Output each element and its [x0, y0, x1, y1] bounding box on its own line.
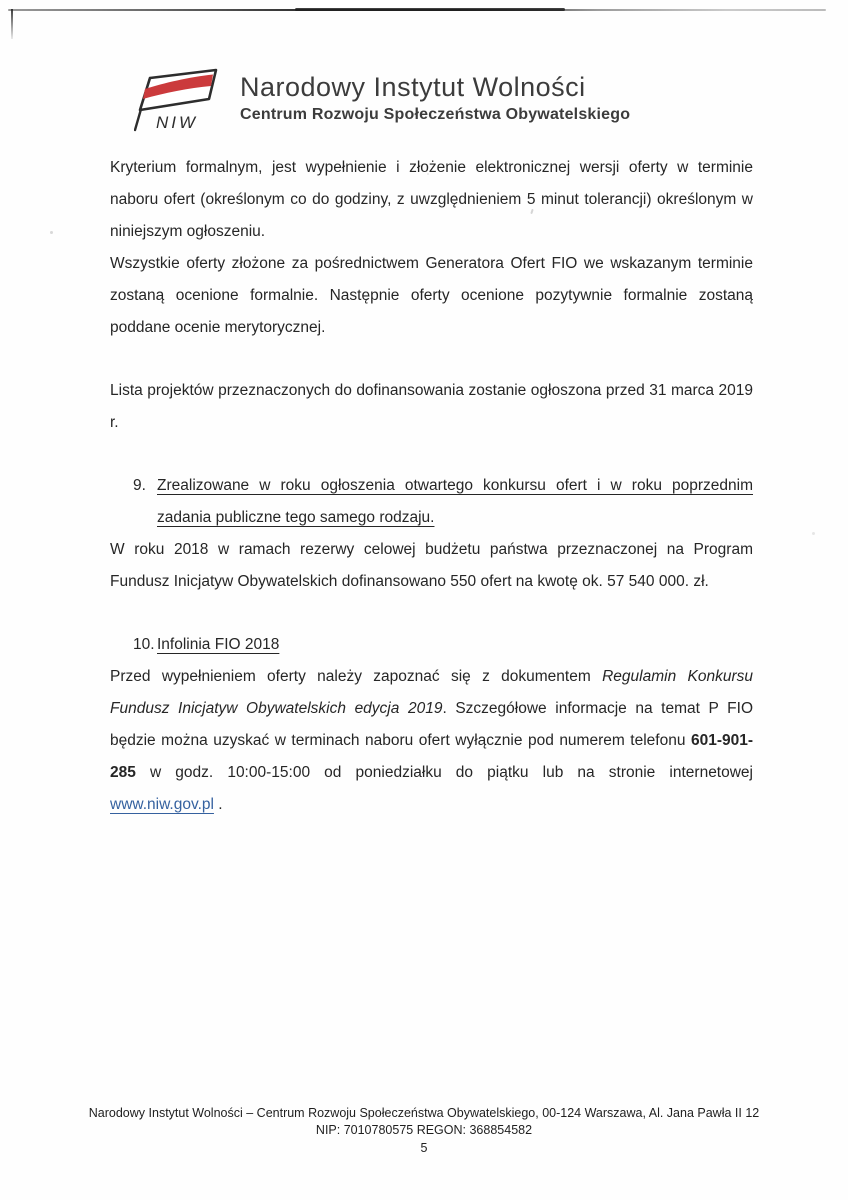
scan-edge-top-dark	[295, 8, 565, 11]
regulation-title-italic: Regulamin Konkursu Fundusz Inicjatyw Obywatelskich edycja 2019	[110, 668, 753, 717]
phone-number: 601-901-285	[110, 732, 753, 781]
infoline-text-2: . Szczegółowe informacje na temat P FIO będzie można uzyskać w terminach naboru ofert wyłącznie pod numerem telefonu	[110, 700, 753, 749]
scan-speck	[812, 532, 815, 535]
infoline-text-4: .	[213, 796, 223, 813]
section-9-heading: Zrealizowane w roku ogłoszenia otwartego konkursu ofert i w roku poprzednim zadania publiczne tego samego rodzaju.	[157, 477, 753, 526]
paragraph-infoline	[110, 661, 753, 821]
scan-speck	[50, 231, 53, 234]
footer-nip-regon: NIP: 7010780575 REGON: 368854582	[315, 1123, 533, 1137]
section-9-number: 9.	[133, 477, 146, 494]
document-footer	[0, 1105, 848, 1157]
letterhead	[134, 68, 630, 134]
infoline-text-3: w godz. 10:00-15:00 od poniedziałku do piątku lub na stronie internetowej	[135, 764, 753, 781]
paragraph-offers-evaluation: Wszystkie oferty złożone za pośrednictwem Generatora Ofert FIO we wskazanym terminie zostaną ocenione formalnie. Następnie oferty ocenione pozytywnie formalnie zostaną poddane ocenie merytorycznej.	[110, 255, 753, 336]
section-10-number: 10.	[133, 636, 155, 653]
section-10	[133, 629, 753, 661]
section-10-heading: Infolinia FIO 2018	[157, 636, 280, 653]
infoline-text-1: Przed wypełnieniem oferty należy zapoznać się z dokumentem	[110, 668, 603, 685]
niw-flag-logo-icon	[134, 68, 234, 134]
paragraph-results-list: Lista projektów przeznaczonych do dofinansowania zostanie ogłoszona przed 31 marca 2019 r.	[110, 382, 753, 431]
paragraph-formal-criterion: Kryterium formalnym, jest wypełnienie i złożenie elektronicznej wersji oferty w terminie naboru ofert (określonym co do godziny, z uwzględnieniem 5 minut tolerancji) określonym w niniejszym ogłoszeniu.	[110, 159, 753, 240]
niw-website-link[interactable]: www.niw.gov.pl	[110, 796, 214, 813]
niw-logo-text: NIW	[156, 113, 199, 132]
paragraph-2018-funding: W roku 2018 w ramach rezerwy celowej budżetu państwa przeznaczonej na Program Fundusz Inicjatyw Obywatelskich dofinansowano 550 ofert na kwotę ok. 57 540 000. zł.	[110, 541, 753, 590]
org-name: Narodowy Instytut Wolności	[240, 72, 586, 102]
footer-address: Narodowy Instytut Wolności – Centrum Rozwoju Społeczeństwa Obywatelskiego, 00-124 Warszawa, Al. Jana Pawła II 12	[88, 1106, 760, 1120]
document-body	[110, 152, 753, 821]
page-number: 5	[420, 1141, 428, 1155]
org-title-block	[240, 68, 630, 126]
scan-edge-left	[11, 9, 13, 39]
org-subtitle: Centrum Rozwoju Społeczeństwa Obywatelskiego	[240, 106, 631, 123]
section-9	[133, 470, 753, 534]
